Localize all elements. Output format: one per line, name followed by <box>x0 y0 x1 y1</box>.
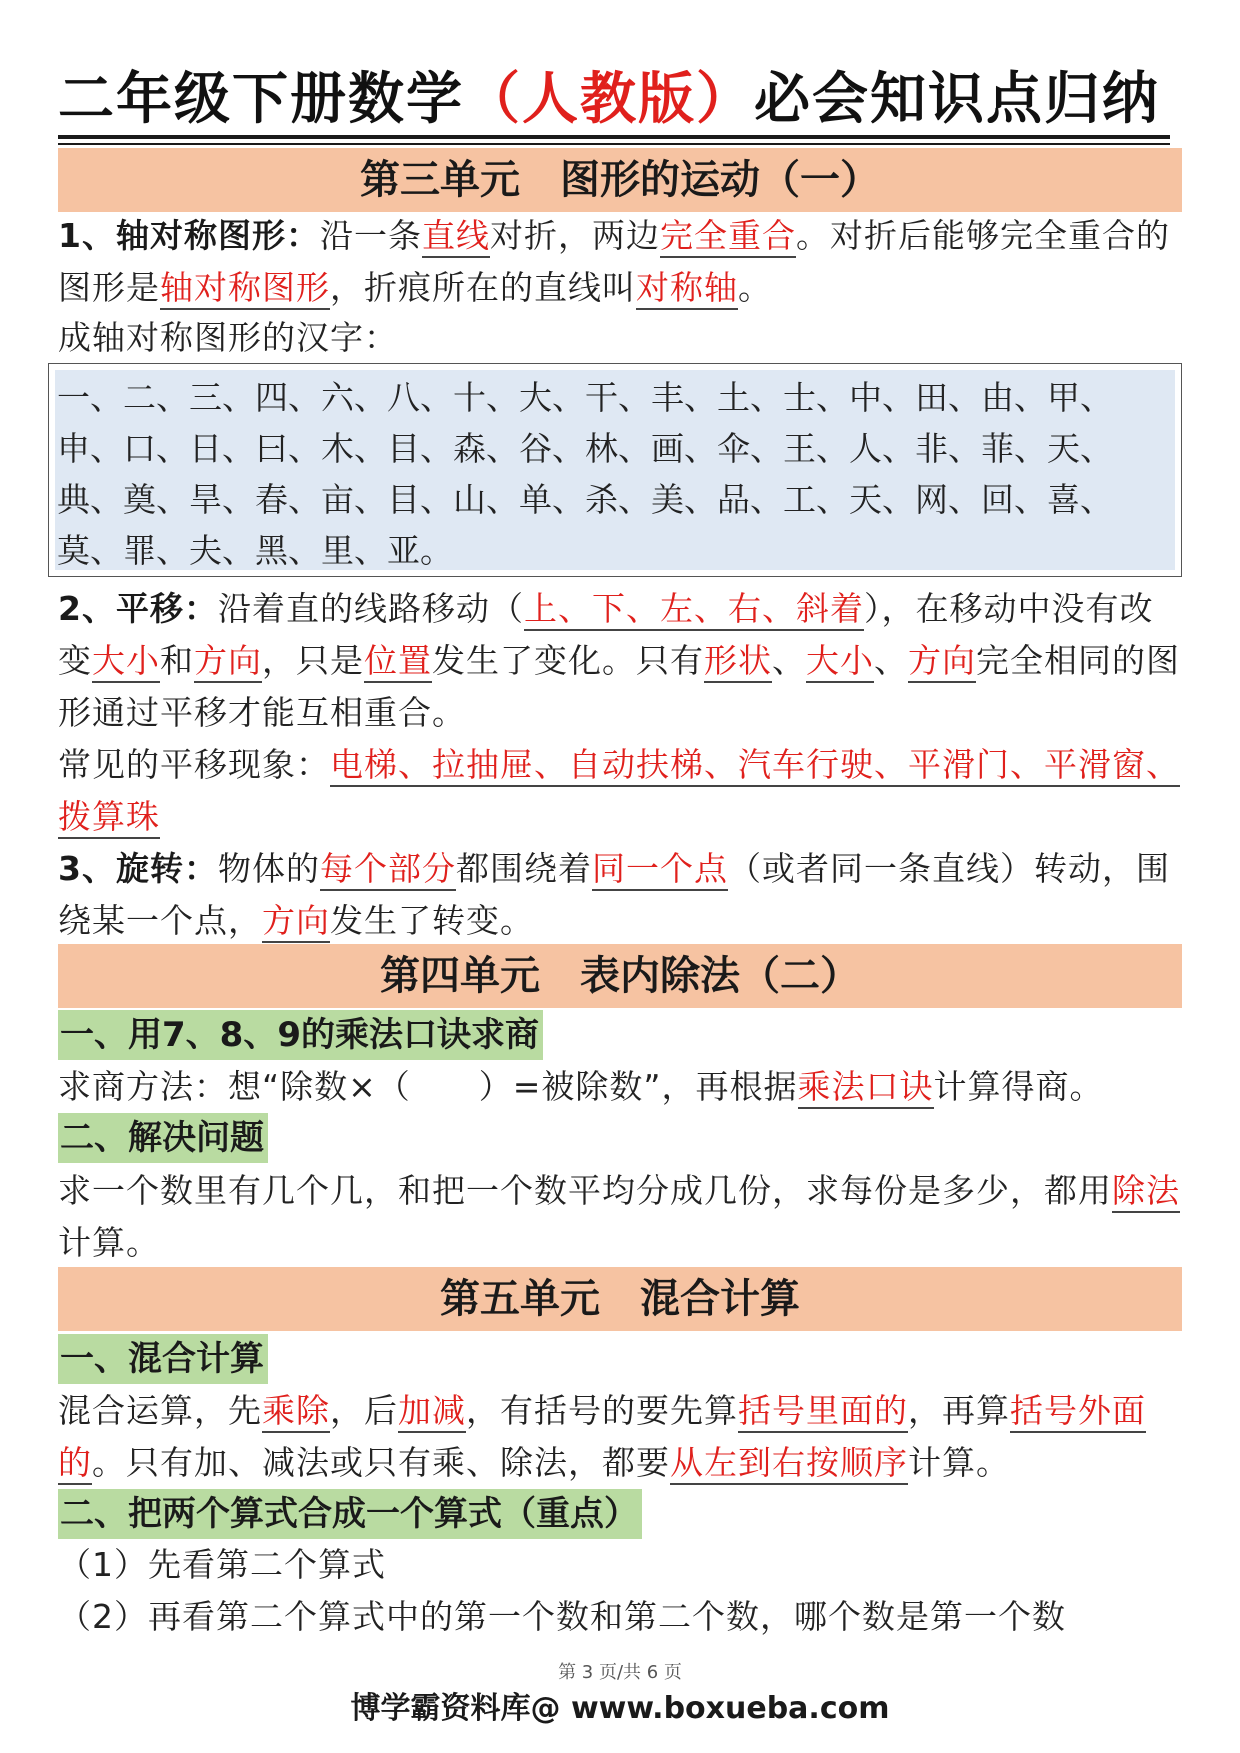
text: （或者同一条直线）转动，围绕某一个点， <box>58 849 1170 940</box>
keyword: 同一个点 <box>592 849 728 891</box>
keyword: 每个部分 <box>320 849 456 891</box>
document-title <box>58 64 1160 136</box>
combine-step-2: （2）再看第二个算式中的第一个数和第二个数，哪个数是第一个数 <box>58 1597 1066 1636</box>
problem-solving-paragraph <box>58 1165 1182 1269</box>
unit5-banner: 第五单元 混合计算 <box>58 1267 1182 1331</box>
rotation-label: 3、旋转： <box>58 849 218 888</box>
watermark-footer: 博学霸资料库@ www.boxueba.com <box>350 1691 890 1726</box>
text: ，只是 <box>262 641 364 680</box>
mixed-operations-paragraph <box>58 1385 1182 1489</box>
combine-step-1: （1）先看第二个算式 <box>58 1545 386 1584</box>
keyword: 形状 <box>704 641 772 683</box>
text: 计算。 <box>58 1223 160 1262</box>
title-rule-thin <box>58 143 1170 145</box>
keyword: 括号里面的 <box>738 1391 908 1433</box>
text: 和 <box>160 641 194 680</box>
keyword: 直线 <box>422 216 490 258</box>
text: 计算得商。 <box>933 1067 1104 1106</box>
unit4-banner: 第四单元 表内除法（二） <box>58 944 1182 1008</box>
unit5-subheading-2: 二、把两个算式合成一个算式（重点） <box>58 1489 642 1539</box>
translation-label: 2、平移： <box>58 589 218 628</box>
keyword: 方向 <box>194 641 262 683</box>
axial-symmetry-label: 1、轴对称图形： <box>58 216 320 255</box>
unit3-rotation-paragraph <box>58 843 1182 947</box>
symmetric-characters-list: 一、二、三、四、六、八、十、大、干、丰、土、士、中、田、由、甲、申、口、日、曰、木、目、森、谷、林、画、伞、王、人、非、菲、天、典、奠、旱、春、亩、目、山、单、杀、美、品、工、天、网、回、喜、莫、罪、夫、黑、里、亚。 <box>57 378 1113 570</box>
unit4-subheading-1: 一、用7、8、9的乘法口诀求商 <box>58 1010 543 1060</box>
title-part-1: 二年级下册数学 <box>58 67 464 132</box>
title-edition: （人教版） <box>464 67 754 132</box>
keyword: 对称轴 <box>636 268 738 310</box>
keyword: 括号外面的 <box>58 1391 1146 1485</box>
text: 求一个数里有几个几，和把一个数平均分成几份，求每份是多少，都用 <box>58 1171 1112 1210</box>
unit3-translation-paragraph <box>58 583 1182 739</box>
page-number: 第 3 页/共 6 页 <box>558 1662 682 1683</box>
keyword: 乘除 <box>262 1391 330 1433</box>
text: 。只有加、减法或只有乘、除法，都要 <box>92 1443 670 1482</box>
text: 混合运算，先 <box>58 1391 262 1430</box>
title-rule-thick <box>58 135 1170 139</box>
keyword: 完全重合 <box>660 216 796 258</box>
keyword: 方向 <box>262 901 330 943</box>
text: ，再算 <box>908 1391 1010 1430</box>
text: ，折痕所在的直线叫 <box>330 268 636 307</box>
symmetric-characters-intro: 成轴对称图形的汉字： <box>58 318 398 357</box>
text: 、 <box>874 641 908 680</box>
keyword: 位置 <box>364 641 432 683</box>
unit4-subheading-2: 二、解决问题 <box>58 1113 268 1163</box>
unit3-axial-symmetry-paragraph <box>58 210 1182 314</box>
unit5-subheading-1: 一、混合计算 <box>58 1334 268 1384</box>
text: 沿着直的线路移动（ <box>217 589 524 628</box>
title-part-2: 必会知识点归纳 <box>754 67 1160 132</box>
text: 计算。 <box>908 1443 1010 1482</box>
text: 。 <box>738 268 772 307</box>
keyword: 从左到右按顺序 <box>670 1443 908 1485</box>
keyword: 乘法口诀 <box>798 1067 934 1109</box>
text: 都围绕着 <box>455 849 592 888</box>
keyword: 电梯、拉抽屉、自动扶梯、汽车行驶、平滑门、平滑窗、拨算珠 <box>58 745 1180 839</box>
keyword: 大小 <box>806 641 874 683</box>
text: ），在移动中没有改变 <box>58 589 1154 680</box>
text: 常见的平移现象： <box>58 745 330 784</box>
keyword: 轴对称图形 <box>160 268 330 310</box>
text: ，后 <box>330 1391 398 1430</box>
text: ，有括号的要先算 <box>466 1391 738 1430</box>
quotient-method-paragraph <box>58 1061 1182 1113</box>
text: 、 <box>772 641 806 680</box>
text: 发生了转变。 <box>330 901 534 940</box>
keyword: 方向 <box>908 641 976 683</box>
keyword: 加减 <box>398 1391 466 1433</box>
keyword: 除法 <box>1112 1171 1180 1213</box>
text: 沿一条 <box>319 216 422 255</box>
text: 。对折后能够完全重合的图形是 <box>58 216 1170 307</box>
text: 对折，两边 <box>489 216 660 255</box>
symmetric-characters-box <box>48 363 1182 577</box>
text: 完全相同的图形通过平移才能互相重合。 <box>58 641 1180 732</box>
keyword: 大小 <box>92 641 160 683</box>
text: 物体的 <box>217 849 320 888</box>
unit3-banner: 第三单元 图形的运动（一） <box>58 148 1182 212</box>
text: 求商方法：想“除数×（ ）=被除数”，再根据 <box>58 1067 798 1106</box>
translation-examples-paragraph <box>58 739 1182 843</box>
text: 发生了变化。只有 <box>432 641 704 680</box>
keyword: 上、下、左、右、斜着 <box>524 589 864 631</box>
